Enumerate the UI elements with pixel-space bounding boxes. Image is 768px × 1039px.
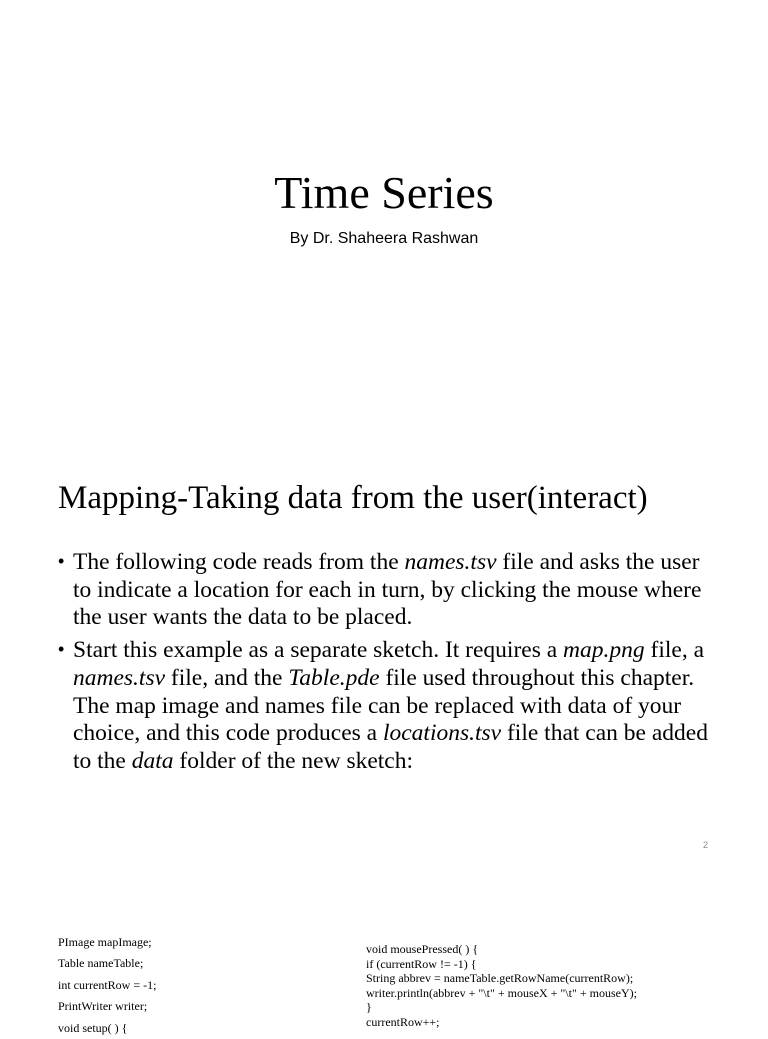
code-line: int currentRow = -1; xyxy=(58,977,157,992)
code-line: void mousePressed( ) { xyxy=(366,942,479,956)
bullet-marker: • xyxy=(58,639,65,660)
bullet-text: file used throughout this chapter. The map image and names file can be replaced with data of your choice, and this code produces a xyxy=(73,664,695,747)
bullet-folder: data xyxy=(131,747,174,774)
slide-heading: Mapping-Taking data from the user(interact) xyxy=(58,480,648,516)
bullet-text: file, a xyxy=(644,637,705,664)
code-line: writer.println(abbrev + "\t" + mouseX + "\t" + mouseY); xyxy=(366,985,637,1000)
code-line: currentRow++; xyxy=(366,1014,440,1029)
content-slide xyxy=(0,440,768,860)
slide-title: Time Series xyxy=(274,167,494,218)
code-line: void setup( ) { xyxy=(58,1020,128,1035)
bullet-text: file that can be added to the xyxy=(73,720,708,774)
bullet-text: file, and the xyxy=(165,664,289,691)
code-line: } xyxy=(366,1000,372,1015)
bullet-list xyxy=(58,549,718,781)
bullet-text: The following code reads from the xyxy=(73,549,405,575)
bullet-filename: names.tsv xyxy=(73,664,166,691)
code-line: Table nameTable; xyxy=(58,956,144,971)
bullet-filename: Table.pde xyxy=(288,664,380,691)
bullet-text: folder of the new sketch: xyxy=(173,747,414,774)
code-slide xyxy=(0,900,768,1035)
bullet-filename: names.tsv xyxy=(404,549,497,575)
bullet-item xyxy=(58,549,718,632)
bullet-filename: map.png xyxy=(563,637,645,664)
page-number: 2 xyxy=(703,840,709,850)
bullet-text: Start this example as a separate sketch. It requires a xyxy=(73,637,564,664)
code-line: if (currentRow != -1) { xyxy=(366,956,477,971)
bullet-text: file and asks the user to indicate a location for each in turn, by clicking the mouse where the user wants the data to be placed. xyxy=(73,549,702,631)
code-line: PrintWriter writer; xyxy=(58,999,148,1014)
code-column-left xyxy=(58,932,156,1039)
code-line: String abbrev = nameTable.getRowName(currentRow); xyxy=(366,971,634,986)
bullet-item xyxy=(58,637,718,776)
slide-subtitle: By Dr. Shaheera Rashwan xyxy=(289,230,479,247)
bullet-marker: • xyxy=(58,551,65,571)
bullet-filename: locations.tsv xyxy=(382,720,502,747)
code-column-right xyxy=(366,942,637,1030)
title-slide xyxy=(0,0,768,420)
code-line: PImage mapImage; xyxy=(58,935,152,949)
